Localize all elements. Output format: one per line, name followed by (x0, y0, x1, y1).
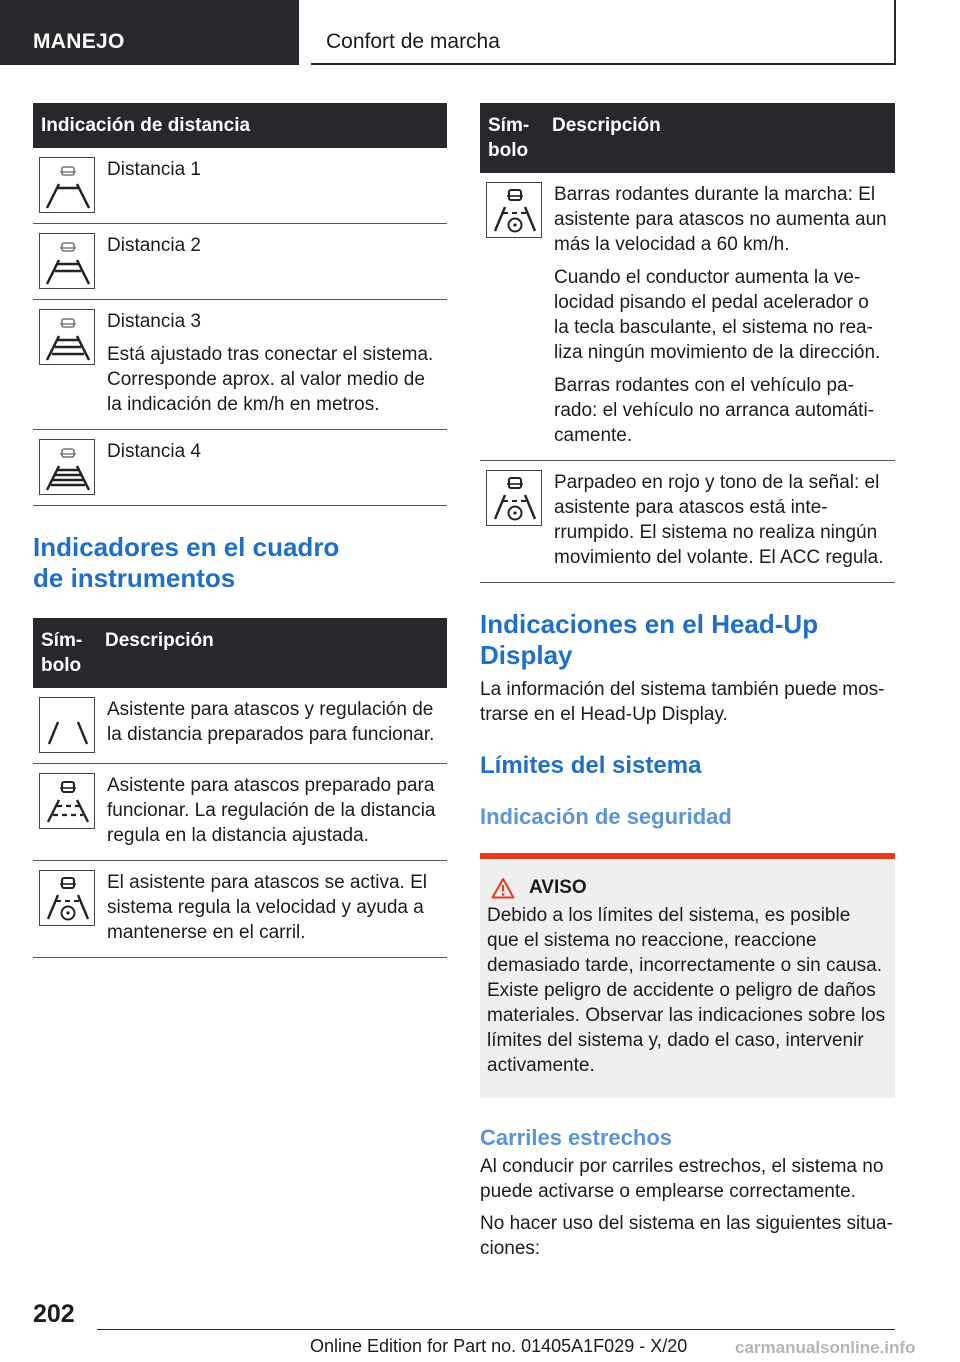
indicators-table-continued (480, 103, 895, 583)
warning-box (480, 853, 895, 1098)
table-row (33, 861, 447, 958)
description-text: El asistente para atascos se activa. El sistema regula la velocidad y ayuda a mantenerse en el carril. (107, 872, 427, 943)
table-row (480, 461, 895, 583)
col-description: Descripción (97, 618, 447, 688)
table-row (33, 300, 447, 430)
car-steering-icon (486, 182, 542, 238)
lane-lines-icon (39, 697, 95, 753)
distance-label: Distancia 2 (107, 235, 201, 256)
table-row (33, 764, 447, 861)
col-symbol: Símbolo (33, 618, 97, 688)
limits-heading: Límites del sistema (480, 752, 702, 779)
car-steering-icon (39, 870, 95, 926)
table-row (480, 173, 895, 461)
warning-triangle-icon (491, 877, 515, 899)
chapter-label: MANEJO (33, 30, 125, 53)
page-number: 202 (33, 1300, 75, 1328)
distance-1-icon (39, 157, 95, 213)
hud-text: La información del sistema también puede mostrarse en el Head-Up Display. (480, 679, 885, 725)
col-description: Descripción (544, 103, 895, 173)
narrow-lanes-text: Al conducir por carriles estrechos, el sistema no puede activarse o emplearse correctamente. (480, 1156, 884, 1202)
car-lane-lines-icon (39, 773, 95, 829)
indicators-heading: Indicadores en el cuadro de instrumentos (33, 532, 340, 593)
safety-subheading: Indicación de seguridad (480, 804, 732, 829)
narrow-lanes-heading: Carriles estrechos (480, 1125, 672, 1150)
description-text: Barras rodantes con el vehículo parado: el vehículo no arranca automáticamente. (554, 375, 875, 446)
description-text: Cuando el conductor aumenta la velocidad pisando el pedal acelerador o la tecla basculante, el sistema no realiza ningún movimiento de la dirección. (554, 267, 881, 363)
narrow-lanes-text: No hacer uso del sistema en las siguientes situaciones: (480, 1213, 893, 1259)
description-text: Asistente para atascos preparado para funcionar. La regulación de la distancia regula en la distancia ajustada. (107, 775, 436, 846)
watermark: carmanualsonline.info (735, 1338, 916, 1357)
chapter-tab (0, 0, 299, 65)
table-row (33, 224, 447, 300)
distance-label: Distancia 4 (107, 441, 201, 462)
edition-text: Online Edition for Part no. 01405A1F029 - X/20 (310, 1336, 688, 1356)
description-text: Parpadeo en rojo y tono de la señal: el asistente para atascos está interrumpido. El sistema no realiza ningún movimiento del volante. El ACC regula. (554, 472, 884, 568)
description-text: Asistente para atascos y regulación de la distancia preparados para funcionar. (107, 699, 435, 745)
car-steering-icon (486, 470, 542, 526)
distance-table (33, 103, 447, 506)
footer-divider (97, 1329, 895, 1330)
distance-note: Está ajustado tras conectar el sistema. Corresponde aprox. al valor medio de la indicación de km/h en metros. (107, 344, 434, 415)
distance-4-icon (39, 439, 95, 495)
table-row (33, 148, 447, 224)
distance-3-icon (39, 309, 95, 365)
warning-text: Debido a los límites del sistema, es posible que el sistema no reaccione, reaccione demasiado tarde, incorrectamente o sin causa. Existe peligro de accidente o peligro de daños materiales. Observar las indicaciones sobre los límites del sistema y, dado el caso, intervenir activamente. (487, 905, 886, 1076)
section-title: Confort de marcha (326, 30, 500, 53)
description-text: Barras rodantes durante la marcha: El asistente para atascos no aumenta aun más la velocidad a 60 km/h. (554, 184, 887, 255)
table-row (33, 430, 447, 506)
indicators-table (33, 618, 447, 958)
hud-heading: Indicaciones en el Head-Up Display (480, 609, 819, 670)
distance-label: Distancia 1 (107, 159, 201, 180)
right-column (480, 103, 895, 1261)
distance-table-header: Indicación de distancia (33, 103, 447, 148)
table-row (33, 688, 447, 764)
distance-label: Distancia 3 (107, 311, 201, 332)
left-column (33, 103, 447, 958)
warning-title: AVISO (529, 877, 587, 898)
distance-2-icon (39, 233, 95, 289)
col-symbol: Símbolo (480, 103, 544, 173)
page-header (311, 0, 896, 65)
